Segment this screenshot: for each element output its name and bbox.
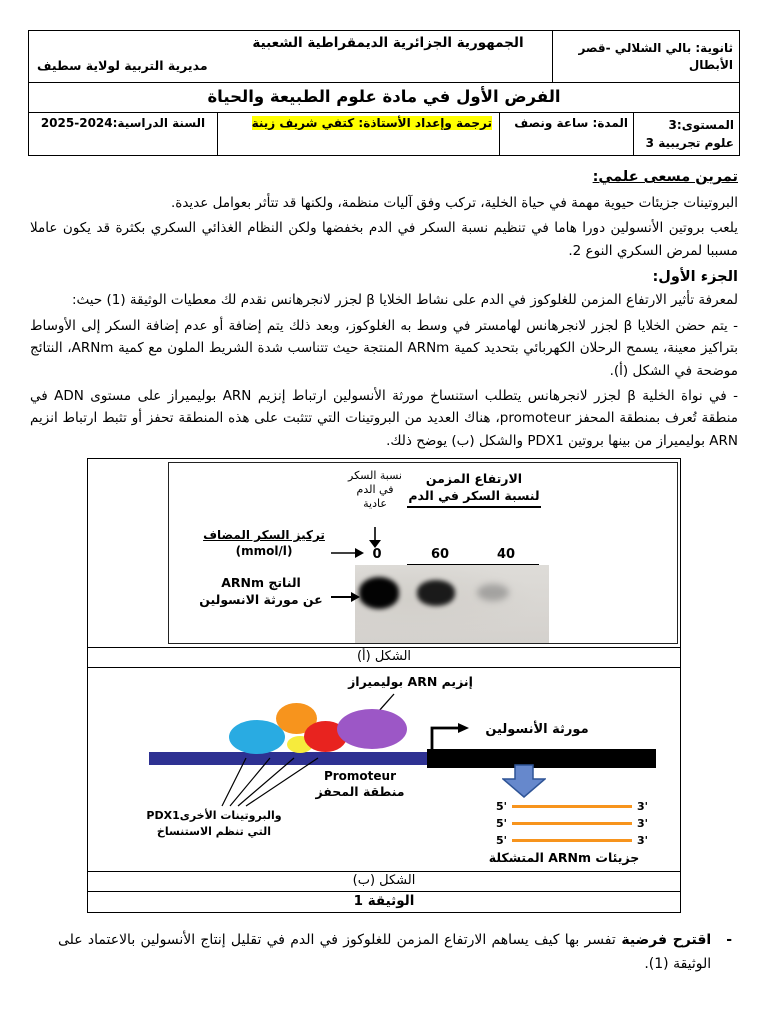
figure-a [88, 459, 680, 647]
header-row-3 [29, 113, 739, 155]
document-1-box [87, 458, 681, 913]
figure-b [88, 667, 680, 871]
pdx1-label-line2: التي تنظم الاستنساخ [156, 825, 272, 839]
rna-polymerase-shape [337, 709, 407, 749]
header-table [28, 30, 740, 156]
question-dash: - [726, 932, 732, 949]
arnm-label-line1: ARNm الناتج [221, 575, 301, 591]
exam-title: الفرض الأول في مادة علوم الطبيعة والحياة [29, 83, 739, 113]
arnm-product-label [187, 575, 335, 608]
header-row-1 [29, 31, 739, 83]
prepared-by-highlight: ترجمة وإعداد الأستاذة: كتفي شريف زينة [251, 116, 492, 130]
part1-bullet-2: - في نواة الخلية β لجزر لانجرهانس يتطلب استنساخ مورثة الأنسولين ارتباط إنزيم ARN بوليميراز على مستوى ADN في منطقة تُعرف بمنطقة المحفز promoteur، هناك العديد من البروتينات التي تتثبت على هذه المنطقة تحفز أو تثبط ارتباط انزيم ARN بوليميراز من بينها بروتين PDX1 والشكل (ب) يوضح ذلك. [30, 387, 738, 449]
concentration-0: 0 [372, 547, 382, 563]
three-prime-label: 3' [636, 834, 648, 848]
block-arrow-down-icon [502, 764, 546, 798]
arnm-strand-row [496, 815, 648, 832]
school-name: ثانوية: بالي الشلالي -قصر الأبطال [552, 31, 739, 82]
electrophoresis-gel [355, 565, 549, 643]
three-prime-label: 3' [636, 800, 648, 814]
protein-cyan-shape [229, 720, 285, 754]
arnm-strand-row [496, 832, 648, 849]
added-sugar-concentration-label [197, 527, 331, 559]
arnm-label-line2: عن مورثة الانسولين [199, 591, 323, 607]
republic-title: الجمهورية الجزائرية الديمقراطية الشعبية [252, 35, 524, 51]
chronic-glycemia-label: الارتفاع المزمن لنسبة السكر في الدم [407, 471, 541, 508]
prepared-by-cell [217, 113, 499, 155]
promoter-label-fr: Promoteur [323, 769, 397, 784]
part1-bullet-1: - يتم حضن الخلايا β لجزر لانجرهانس لهامستر في وسط به الغلوكوز، وبعد ذلك يتم إضافة أو عدم إضافة السكر إلى الأوساط بتراكيز معينة، يسمح الرحلان الكهربائي بتحديد كمية ARNm المنتجة حيث تتناسب شدة الشريط الملون مع كمية ARNm، النتائج موضحة في الشكل (أ). [30, 317, 738, 379]
question-item [58, 929, 732, 977]
gel-band-medium [417, 580, 455, 606]
level-cell: المستوى:3 علوم تجريبية 3 [633, 113, 739, 155]
question-rest: تفسر بها كيف يساهم الارتفاع المزمن للغلوكوز في الدم في تقليل إنتاج الأنسولين بالاعتماد على الوثيقة (1). [58, 932, 712, 972]
gel-band-faint [477, 584, 509, 601]
arnm-strand-line [512, 805, 632, 808]
concentration-40: 40 [496, 547, 516, 563]
body-text [28, 156, 740, 452]
question-text [58, 929, 711, 977]
school-year-cell: السنة الدراسية:2024-2025 [40, 116, 206, 130]
arnm-strands [496, 798, 648, 849]
insulin-gene-label: مورثة الأنسولين [485, 722, 589, 738]
protein-pointer-lines [208, 756, 358, 810]
three-prime-label: 3' [636, 817, 648, 831]
five-prime-label: 5' [496, 800, 508, 814]
figure-b-caption: الشكل (ب) [88, 871, 680, 891]
five-prime-label: 5' [496, 834, 508, 848]
right-arrow-icon [331, 547, 365, 559]
pdx1-proteins-label [128, 808, 300, 840]
transcription-start-arrow-icon [429, 722, 473, 752]
concentration-60: 60 [430, 547, 450, 563]
duration-cell: المدة: ساعة ونصف [499, 113, 633, 155]
gel-band-strong [359, 577, 399, 609]
promoter-label-ar: منطقة المحفز [315, 784, 405, 800]
rna-polymerase-label: إنزيم ARN بوليميراز [348, 674, 473, 690]
mmol-unit: (mmol/l) [235, 544, 293, 559]
figure-a-caption: الشكل (أ) [88, 647, 680, 667]
arnm-strand-line [512, 839, 632, 842]
intro-paragraph-2: يلعب بروتين الأنسولين دورا هاما في تنظيم نسبة السكر في الدم بخفضها ولكن النظام الغذائي السكري بكثرة قد يكون عاملا مسببا لمرض السكري النوع 2. [30, 220, 738, 259]
intro-paragraph-1: البروتينات جزيئات حيوية مهمة في حياة الخلية، تركب وفق آليات منظمة، ولكنها قد تتأثر بعوامل عديدة. [170, 195, 738, 212]
normal-glycemia-label: نسبة السكر في الدم عادية [348, 469, 402, 511]
education-directorate: مديرية التربية لولاية سطيف [37, 58, 208, 73]
formed-arnm-label: جزيئات ARNm المتشكلة [488, 850, 640, 866]
five-prime-label: 5' [496, 817, 508, 831]
pdx1-label-line1: PDX1والبروتينات الأخرى [146, 809, 282, 823]
added-sugar-text: تركيز السكر المضاف [203, 528, 325, 543]
figure-a-frame [168, 462, 678, 644]
exercise-heading: تمرين مسعى علمي: [592, 169, 738, 185]
concentration-40-60 [407, 547, 539, 566]
down-arrow-icon [367, 527, 383, 549]
question-lead: اقترح فرضية [615, 932, 712, 949]
document-1-caption: الوثيقة 1 [88, 891, 680, 912]
band-pointer-arrow-icon [331, 591, 361, 603]
republic-cell [29, 31, 552, 82]
arnm-strand-row [496, 798, 648, 815]
part1-intro: لمعرفة تأثير الارتفاع المزمن للغلوكوز في الدم على نشاط الخلايا β لجزر لانجرهانس نقدم لك معطيات الوثيقة (1) حيث: [71, 292, 738, 309]
part1-heading: الجزء الأول: [652, 269, 738, 286]
arnm-strand-line [512, 822, 632, 825]
